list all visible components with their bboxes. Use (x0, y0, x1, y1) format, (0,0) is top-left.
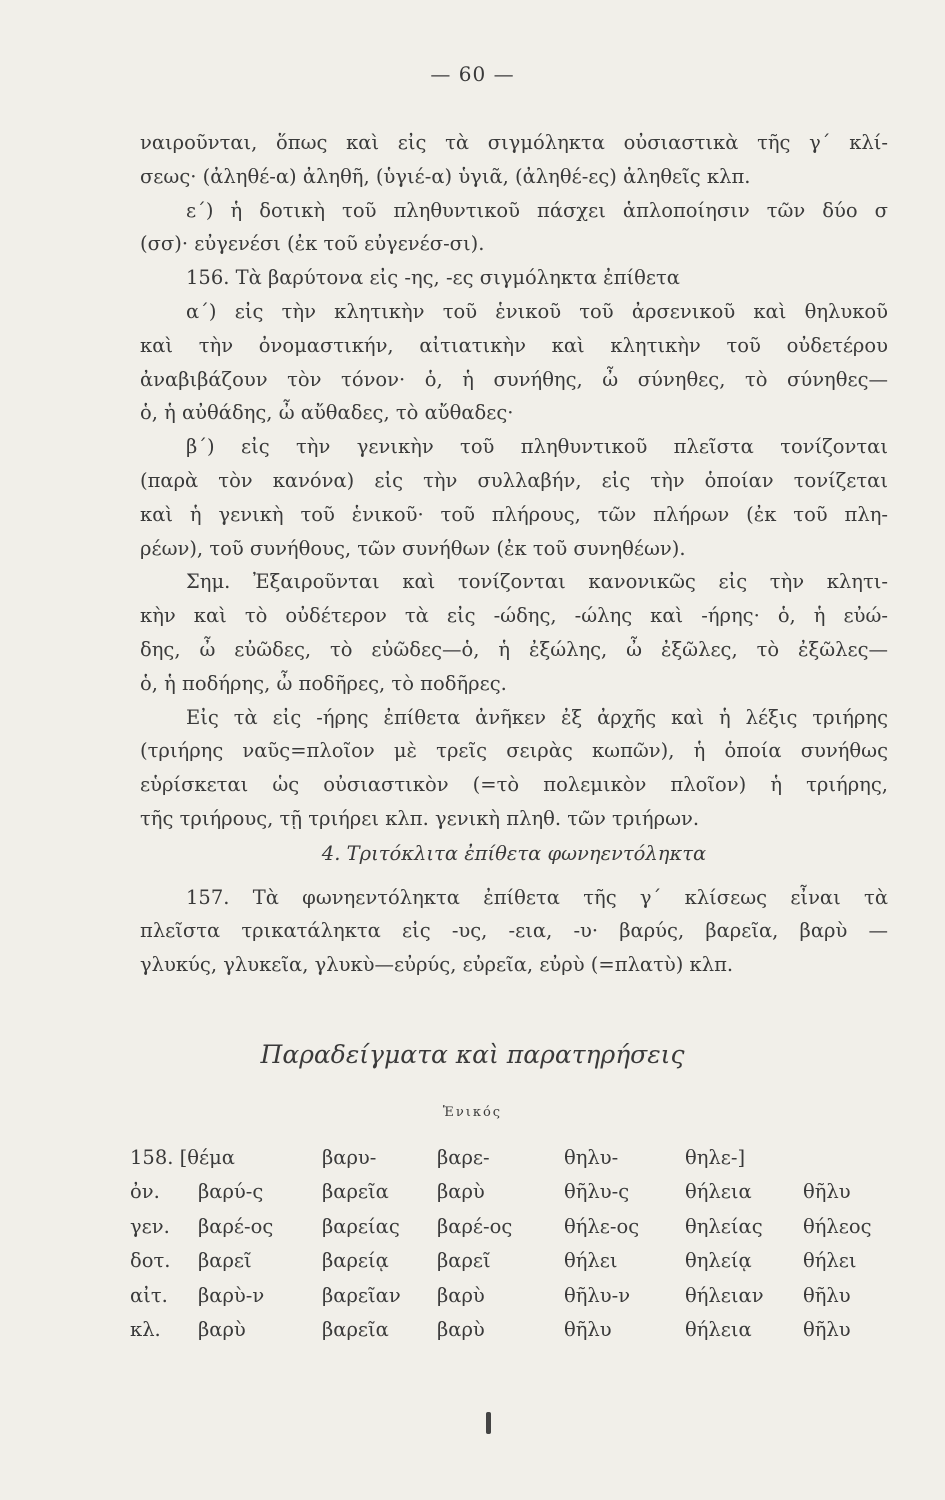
table-header-cell: 158. [θέμα (130, 1145, 235, 1169)
text-line: σεως· (ἀληθέ-α) ἀληθῆ, (ὑγιέ-α) ὑγιᾶ, (ἀληθέ-ες) ἀληθεῖς κλπ. (140, 164, 751, 188)
table-cell: βαρέ-ος (198, 1214, 274, 1238)
table-header-cell: βαρυ- (322, 1145, 377, 1169)
text-line: (σσ)· εὐγενέσι (ἐκ τοῦ εὐγενέσ-σι). (140, 232, 485, 256)
case-label: αἰτ. (130, 1283, 168, 1307)
table-cell: βαρεῖ (198, 1249, 252, 1273)
table-header-cell: βαρε- (437, 1145, 490, 1169)
table-cell: θηλείᾳ (685, 1249, 752, 1273)
text-line: ἀναβιβάζουν τὸν τόνον· ὁ, ἡ συνήθης, ὦ σύνηθες, τὸ σύνηθες— (140, 367, 888, 391)
note-line: ὁ, ἡ ποδήρης, ὦ ποδῆρες, τὸ ποδῆρες. (140, 671, 507, 695)
section-156-title: 156. Τὰ βαρύτονα εἰς -ης, -ες σιγμόληκτα ἐπίθετα (186, 266, 680, 290)
singular-label: Ἑνικός (442, 1105, 503, 1120)
table-cell: βαρεῖα (322, 1180, 389, 1204)
text-line: α΄) εἰς τὴν κλητικὴν τοῦ ἑνικοῦ τοῦ ἀρσενικοῦ καὶ θηλυκοῦ (186, 299, 888, 323)
text-line: (τριήρης ναῦς=πλοῖον μὲ τρεῖς σειρὰς κωπῶν), ἡ ὁποία συνήθως (140, 739, 888, 763)
text-line: ε΄) ἡ δοτικὴ τοῦ πληθυντικοῦ πάσχει ἁπλοποίησιν τῶν δύο σ (186, 198, 888, 222)
text-line: τῆς τριήρους, τῇ τριήρει κλπ. γενικὴ πληθ. τῶν τριήρων. (140, 806, 700, 830)
examples-heading: Παραδείγματα καὶ παρατηρήσεις (260, 1040, 685, 1069)
table-cell: θηλείας (685, 1214, 763, 1238)
table-cell: θήλει (803, 1249, 857, 1273)
table-cell: βαρεῖα (322, 1318, 389, 1342)
table-row (130, 1313, 883, 1348)
case-label: κλ. (130, 1318, 161, 1342)
table-row (130, 1278, 883, 1313)
case-label: γεν. (130, 1214, 170, 1238)
table-cell: βαρύ-ς (198, 1180, 264, 1204)
table-cell: βαρὺ (437, 1180, 485, 1204)
table-cell: βαρὺ (437, 1318, 485, 1342)
table-cell: βαρὺ-ν (198, 1283, 265, 1307)
table-cell: θῆλυ (564, 1318, 612, 1342)
table-header-cell: θηλε-] (685, 1145, 746, 1169)
note-line: Σημ. Ἐξαιροῦνται καὶ τονίζονται κανονικῶς εἰς τὴν κλητι- (186, 570, 888, 594)
table-cell: βαρείᾳ (322, 1249, 389, 1273)
case-label: ὀν. (130, 1180, 160, 1204)
table-cell: θῆλυ (803, 1180, 851, 1204)
text-line: β΄) εἰς τὴν γενικὴν τοῦ πληθυντικοῦ πλεῖστα τονίζονται (186, 435, 888, 459)
declension-table (130, 1140, 883, 1347)
ink-mark (486, 1412, 491, 1434)
table-header-row (130, 1140, 883, 1175)
page-body (140, 126, 888, 982)
table-cell: βαρεῖαν (322, 1283, 401, 1307)
table-cell: θῆλυ (803, 1283, 851, 1307)
case-label: δοτ. (130, 1249, 171, 1273)
table-cell: θήλει (564, 1249, 618, 1273)
table-cell: βαρεῖ (437, 1249, 491, 1273)
text-line: καὶ ἡ γενικὴ τοῦ ἑνικοῦ· τοῦ πλήρους, τῶν πλήρων (ἐκ τοῦ πλη- (140, 502, 888, 526)
section-heading: 4. Τριτόκλιτα ἐπίθετα φωνηεντόληκτα (321, 841, 707, 865)
table-cell: θήλεος (803, 1214, 872, 1238)
table-header-cell: θηλυ- (564, 1145, 619, 1169)
text-line: Εἰς τὰ εἰς -ήρης ἐπίθετα ἀνῆκεν ἐξ ἀρχῆς καὶ ἡ λέξις τριήρης (186, 705, 888, 729)
table-cell: θήλε-ος (564, 1214, 640, 1238)
table-cell: βαρὺ (437, 1283, 485, 1307)
table-row (130, 1175, 883, 1210)
note-line: κὴν καὶ τὸ οὐδέτερον τὰ εἰς -ώδης, -ώλης καὶ -ήρης· ὁ, ἡ εὐώ- (140, 604, 888, 628)
text-line: ρέων), τοῦ συνήθους, τῶν συνήθων (ἐκ τοῦ συνηθέων). (140, 536, 686, 560)
note-line: δης, ὦ εὐῶδες, τὸ εὐῶδες—ὁ, ἡ ἐξώλης, ὦ ἐξῶλες, τὸ ἐξῶλες— (140, 637, 888, 661)
table-row (130, 1209, 883, 1244)
text-line: γλυκύς, γλυκεῖα, γλυκὺ—εὐρύς, εὐρεῖα, εὐρὺ (=πλατὺ) κλπ. (140, 953, 734, 977)
text-line: ναιροῦνται, ὅπως καὶ εἰς τὰ σιγμόληκτα οὐσιαστικὰ τῆς γ΄ κλί- (140, 131, 888, 154)
text-line: καὶ τὴν ὀνομαστικήν, αἰτιατικὴν καὶ κλητικὴν τοῦ οὐδετέρου (140, 333, 888, 357)
page-number: — 60 — (430, 62, 515, 86)
table-cell: θῆλυ-ν (564, 1283, 631, 1307)
table-cell: βαρείας (322, 1214, 400, 1238)
table-cell: θήλεια (685, 1318, 752, 1342)
table-cell: βαρέ-ος (437, 1214, 513, 1238)
table-cell: θήλειαν (685, 1283, 764, 1307)
table-cell: θήλεια (685, 1180, 752, 1204)
table-header-cell (803, 1140, 883, 1175)
table-row (130, 1244, 883, 1279)
text-line: πλεῖστα τρικατάληκτα εἰς -υς, -εια, -υ· βαρύς, βαρεῖα, βαρὺ — (140, 919, 888, 943)
section-157-text: 157. Τὰ φωνηεντόληκτα ἐπίθετα τῆς γ΄ κλίσεως εἶναι τὰ (186, 885, 888, 909)
text-line: ὁ, ἡ αὐθάδης, ὦ αὔθαδες, τὸ αὔθαδες· (140, 401, 514, 425)
text-line: εὑρίσκεται ὡς οὐσιαστικὸν (=τὸ πολεμικὸν πλοῖον) ἡ τριήρης, (140, 773, 888, 797)
table-cell: βαρὺ (198, 1318, 246, 1342)
text-line: (παρὰ τὸν κανόνα) εἰς τὴν συλλαβήν, εἰς τὴν ὁποίαν τονίζεται (140, 468, 888, 492)
table-cell: θῆλυ (803, 1318, 851, 1342)
table-cell: θῆλυ-ς (564, 1180, 630, 1204)
